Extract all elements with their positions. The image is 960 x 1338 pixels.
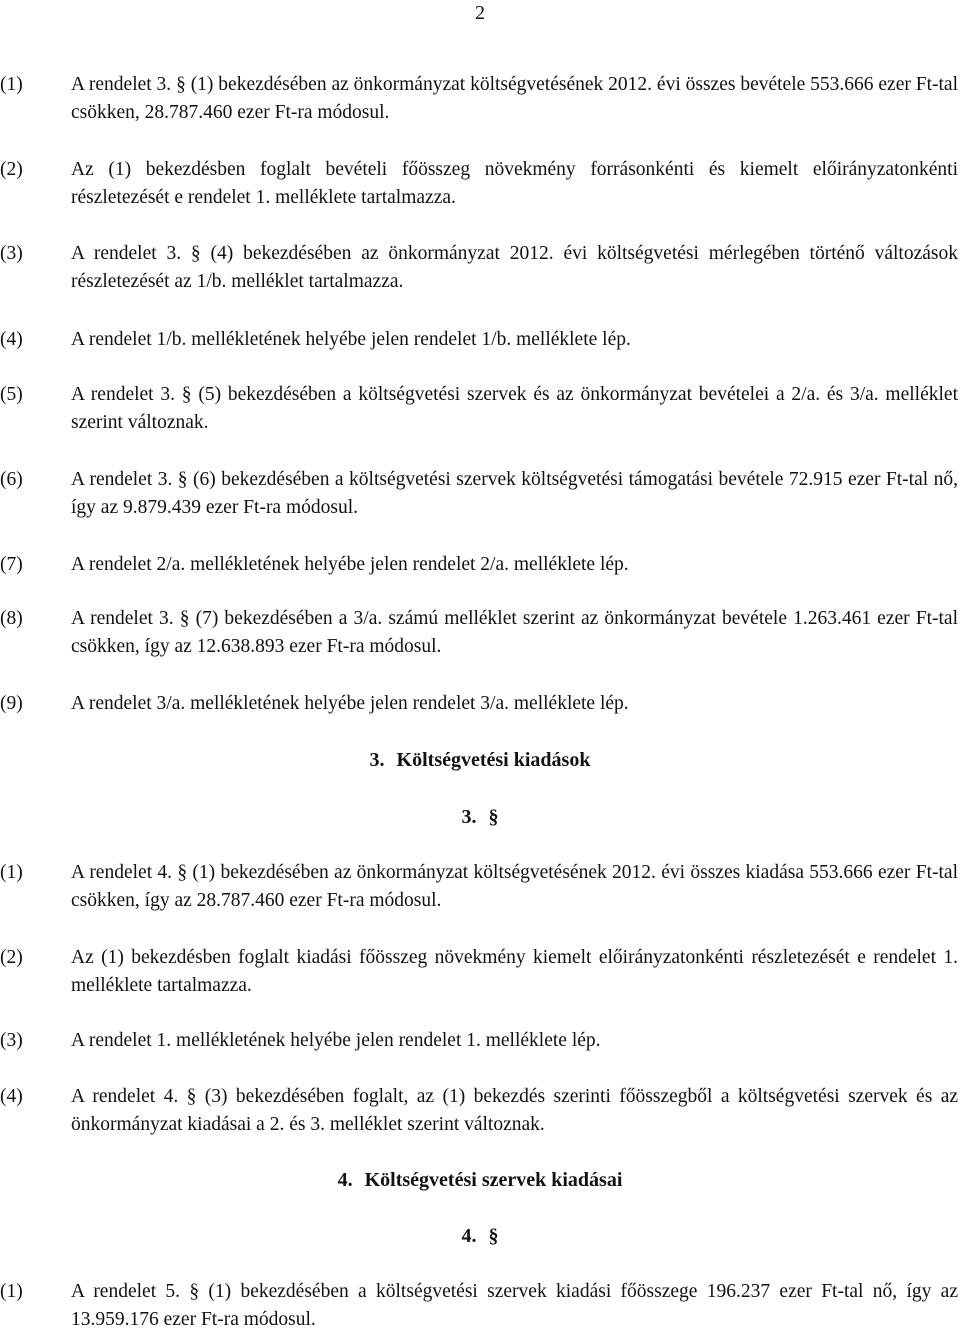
paragraph-number: (4) [0,1086,23,1107]
paragraph-text: A rendelet 1/b. mellékletének helyébe jelen rendelet 1/b. melléklete lép. [71,329,631,350]
paragraph-2-3 [0,1027,958,1055]
section-number: 4. [461,1225,477,1247]
paragraph-text: A rendelet 5. § (1) bekezdésében a költségvetési szervek kiadási főösszege 196.237 ezer Ft-tal nő, így az 13.959.176 ezer Ft-ra módosul. [71,1281,958,1330]
paragraph-number: (7) [0,554,23,575]
paragraph-text: A rendelet 3. § (6) bekezdésében a költségvetési szervek költségvetési támogatási bevétele 72.915 ezer Ft-tal nő, így az 9.879.439 ezer Ft-ra módosul. [71,469,958,518]
page-number: 2 [475,2,485,24]
paragraph-text: Az (1) bekezdésben foglalt bevételi főösszeg növekmény forrásonkénti és kiemelt előirányzatonkénti részletezését e rendelet 1. melléklete tartalmazza. [71,159,958,208]
paragraph-1-8 [0,605,958,661]
paragraph-2-4 [0,1083,958,1139]
section-mark-4 [0,1222,960,1250]
paragraph-number: (8) [0,608,23,629]
paragraph-text: A rendelet 2/a. mellékletének helyébe jelen rendelet 2/a. melléklete lép. [71,554,629,575]
paragraph-number: (9) [0,693,23,714]
section-number: 3. [461,806,477,828]
paragraph-1-1 [0,71,958,127]
paragraph-1-2 [0,156,958,212]
section-symbol: § [488,806,499,828]
paragraph-text: A rendelet 3. § (7) bekezdésében a 3/a. számú melléklet szerint az önkormányzat bevétele 1.263.461 ezer Ft-tal csökken, így az 12.638.893 ezer Ft-ra módosul. [71,608,958,657]
chapter-number: 3. [369,749,385,771]
paragraph-number: (6) [0,469,23,490]
paragraph-number: (5) [0,384,23,405]
paragraph-text: A rendelet 4. § (3) bekezdésében foglalt, az (1) bekezdés szerinti főösszegből a költségvetési szervek és az önkormányzat kiadásai a 2. és 3. melléklet szerint változnak. [71,1086,958,1135]
paragraph-3-1 [0,1278,958,1334]
chapter-title: Költségvetési kiadások [396,749,591,771]
paragraph-text: A rendelet 3. § (5) bekezdésében a költségvetési szervek és az önkormányzat bevételei a 2/a. és 3/a. melléklet szerint változnak. [71,384,958,433]
paragraph-text: A rendelet 4. § (1) bekezdésében az önkormányzat költségvetésének 2012. évi összes kiadása 553.666 ezer Ft-tal csökken, így az 28.787.460 ezer Ft-ra módosul. [71,862,958,911]
paragraph-1-7 [0,551,958,579]
paragraph-text: A rendelet 3. § (1) bekezdésében az önkormányzat költségvetésének 2012. évi összes bevétele 553.666 ezer Ft-tal csökken, 28.787.460 ezer Ft-ra módosul. [71,74,958,123]
paragraph-1-6 [0,466,958,522]
paragraph-number: (2) [0,159,23,180]
chapter-heading-4 [0,1166,960,1194]
paragraph-2-1 [0,859,958,915]
paragraph-1-9 [0,690,958,718]
chapter-number: 4. [337,1169,353,1191]
paragraph-1-3 [0,240,958,296]
paragraph-text: A rendelet 3. § (4) bekezdésében az önkormányzat 2012. évi költségvetési mérlegében történő változások részletezését az 1/b. melléklet tartalmazza. [71,243,958,292]
section-mark-3 [0,803,960,831]
paragraph-1-5 [0,381,958,437]
paragraph-number: (1) [0,74,23,95]
chapter-title: Költségvetési szervek kiadásai [364,1169,623,1191]
paragraph-number: (4) [0,329,23,350]
paragraph-number: (1) [0,862,23,883]
paragraph-number: (3) [0,1030,23,1051]
chapter-heading-3 [0,746,960,774]
paragraph-1-4 [0,326,958,354]
paragraph-text: Az (1) bekezdésben foglalt kiadási főösszeg növekmény kiemelt előirányzatonkénti részletezését e rendelet 1. melléklete tartalmazza. [71,947,958,996]
paragraph-number: (1) [0,1281,23,1302]
paragraph-text: A rendelet 3/a. mellékletének helyébe jelen rendelet 3/a. melléklete lép. [71,693,629,714]
paragraph-2-2 [0,944,958,1000]
paragraph-text: A rendelet 1. mellékletének helyébe jelen rendelet 1. melléklete lép. [71,1030,601,1051]
paragraph-number: (3) [0,243,23,264]
section-symbol: § [488,1225,499,1247]
paragraph-number: (2) [0,947,23,968]
